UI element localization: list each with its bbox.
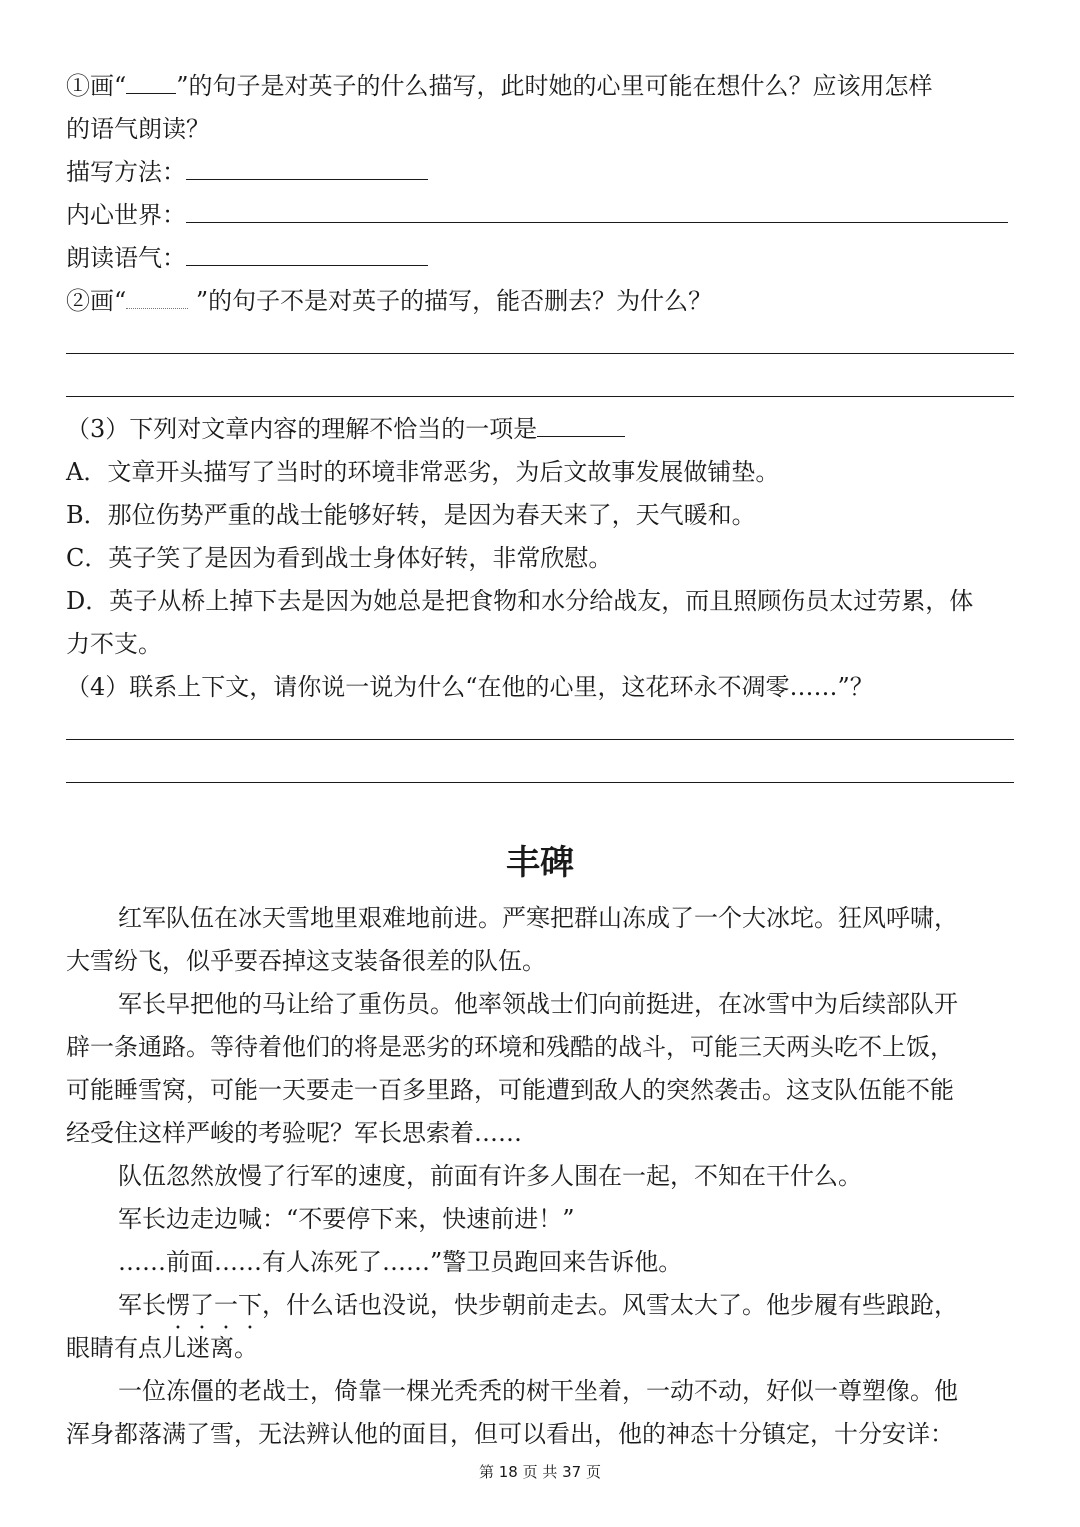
paragraph-2-line-4: 经受住这样严峻的考验呢？军长思索着…… <box>66 1119 522 1147</box>
question-2-1-continued: 的语气朗读？ <box>66 115 210 143</box>
heart-answer-line[interactable] <box>186 202 1008 223</box>
question-3: （3）下列对文章内容的理解不恰当的一项是 <box>66 413 625 445</box>
question-2-2: ②画“ ”的句子不是对英子的描写，能否删去？为什么？ <box>66 287 713 315</box>
option-b: B．那位伤势严重的战士能够好转，是因为春天来了，天气暖和。 <box>66 501 756 529</box>
paragraph-7-line-1: 一位冻僵的老战士，倚靠一棵光秃秃的树干坐着，一动不动，好似一尊塑像。他 <box>118 1377 958 1405</box>
paragraph-1-line-2: 大雪纷飞，似乎要吞掉这支装备很差的队伍。 <box>66 947 546 975</box>
paragraph-5: ……前面……有人冻死了……”警卫员跑回来告诉他。 <box>118 1248 683 1276</box>
paragraph-7-line-2: 浑身都落满了雪，无法辨认他的面目，但可以看出，他的神态十分镇定，十分安详： <box>66 1420 954 1448</box>
article-title: 丰碑 <box>506 843 574 883</box>
question-4: （4）联系上下文，请你说一说为什么“在他的心里，这花环永不凋零……”？ <box>66 673 874 701</box>
paragraph-2-line-2: 辟一条通路。等待着他们的将是恶劣的环境和残酷的战斗，可能三天两头吃不上饭， <box>66 1033 954 1061</box>
emphasis-char: 愣 <box>166 1291 190 1319</box>
paragraph-3: 队伍忽然放慢了行军的速度，前面有许多人围在一起，不知在干什么。 <box>118 1162 862 1190</box>
answer-line[interactable] <box>66 782 1014 783</box>
paragraph-6-line-1: 军长愣了一下，什么话也没说，快步朝前走去。风雪太大了。他步履有些踉跄， <box>118 1291 958 1319</box>
option-d-continued: 力不支。 <box>66 630 162 658</box>
paragraph-6-line-2: 眼睛有点儿迷离。 <box>66 1334 258 1362</box>
option-c: C．英子笑了是因为看到战士身体好转，非常欣慰。 <box>66 544 613 572</box>
page-footer: 第 18 页 共 37 页 <box>478 1463 601 1481</box>
question-2-1: ①画“ ”的句子是对英子的什么描写，此时她的心里可能在想什么？应该用怎样 <box>66 72 933 100</box>
method-answer-line[interactable] <box>186 159 428 180</box>
answer-blank <box>126 73 176 94</box>
wavy-underline-mark <box>126 288 188 309</box>
heart-row: 内心世界： <box>66 199 1008 231</box>
tone-row: 朗读语气： <box>66 242 428 274</box>
q3-answer-blank[interactable] <box>537 416 625 437</box>
emphasis-char: 一 <box>214 1291 238 1319</box>
emphasis-char: 下 <box>238 1291 262 1319</box>
paragraph-4: 军长边走边喊：“不要停下来，快速前进！” <box>118 1205 575 1233</box>
paragraph-2-line-3: 可能睡雪窝，可能一天要走一百多里路，可能遭到敌人的突然袭击。这支队伍能不能 <box>66 1076 954 1104</box>
option-a: A．文章开头描写了当时的环境非常恶劣，为后文故事发展做铺垫。 <box>66 458 780 486</box>
emphasis-char: 了 <box>190 1291 214 1319</box>
tone-answer-line[interactable] <box>186 245 428 266</box>
answer-line[interactable] <box>66 396 1014 397</box>
answer-line[interactable] <box>66 739 1014 740</box>
option-d: D．英子从桥上掉下去是因为她总是把食物和水分给战友，而且照顾伤员太过劳累，体 <box>66 587 974 615</box>
answer-line[interactable] <box>66 353 1014 354</box>
paragraph-2-line-1: 军长早把他的马让给了重伤员。他率领战士们向前挺进，在冰雪中为后续部队开 <box>118 990 958 1018</box>
paragraph-1-line-1: 红军队伍在冰天雪地里艰难地前进。严寒把群山冻成了一个大冰坨。狂风呼啸， <box>118 904 958 932</box>
method-row: 描写方法： <box>66 156 428 188</box>
